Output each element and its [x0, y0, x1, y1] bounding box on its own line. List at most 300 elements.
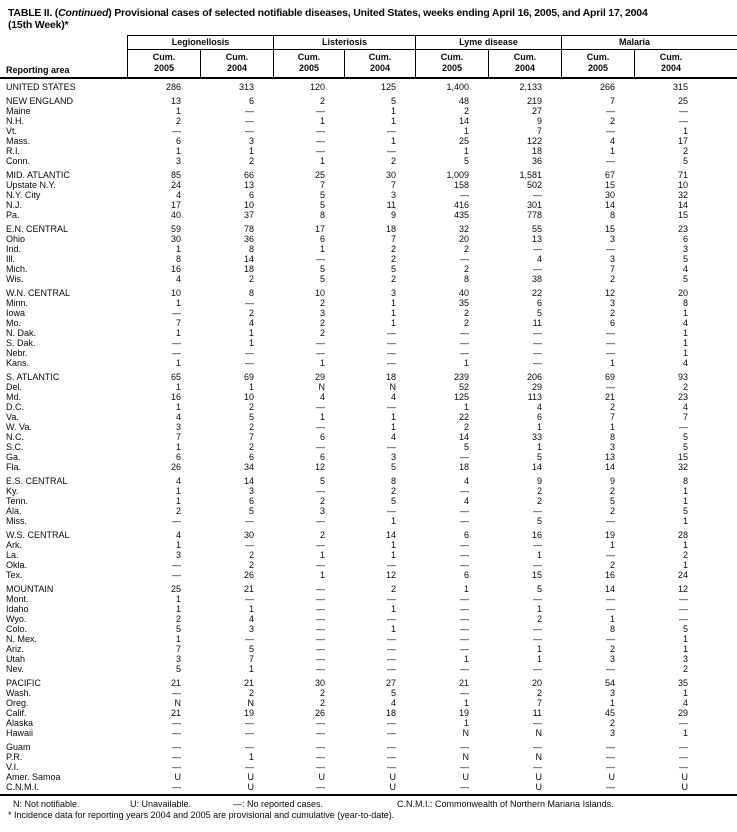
- cell-value: 2: [319, 318, 325, 328]
- cell-value: 24: [170, 180, 181, 190]
- cell-value: —: [172, 762, 181, 772]
- cell-value: U: [247, 782, 254, 792]
- region-group: [0, 742, 737, 792]
- cell-value: 266: [599, 82, 615, 92]
- cell-value: —: [460, 688, 469, 698]
- cum-label: Cum.: [368, 52, 392, 62]
- cell-value: 8: [682, 298, 688, 308]
- cell-value: —: [460, 486, 469, 496]
- legend-cnmi: C.N.M.I.: Commonwealth of Northern Mariana Islands.: [397, 799, 614, 809]
- cell-value: 30: [243, 530, 254, 540]
- cell-value: 3: [609, 254, 615, 264]
- cell-value: —: [316, 644, 325, 654]
- cell-value: 5: [536, 452, 542, 462]
- cell-value: U: [535, 772, 542, 782]
- cell-value: 11: [532, 708, 542, 718]
- row-area-label: Ariz.: [6, 644, 24, 654]
- cell-value: 13: [243, 180, 254, 190]
- row-area-label: Conn.: [6, 156, 31, 166]
- cell-value: —: [316, 422, 325, 432]
- cell-value: 21: [243, 678, 254, 688]
- cell-value: —: [533, 264, 542, 274]
- cell-value: 19: [604, 530, 615, 540]
- cum-year-row: [0, 50, 737, 79]
- reporting-area-header: Reporting area: [6, 65, 70, 75]
- cell-value: 1: [536, 422, 542, 432]
- cell-value: 1: [319, 244, 325, 254]
- cell-value: 12: [385, 570, 396, 580]
- row-area-label: UNITED STATES: [6, 82, 76, 92]
- cell-value: 1: [682, 328, 688, 338]
- cell-value: 2: [248, 422, 254, 432]
- cell-value: 18: [243, 264, 254, 274]
- table-row: [0, 634, 737, 644]
- cell-value: 17: [677, 136, 688, 146]
- cell-value: —: [172, 728, 181, 738]
- cell-value: 1: [248, 752, 254, 762]
- cell-value: —: [460, 594, 469, 604]
- cell-value: 67: [604, 170, 615, 180]
- cell-value: 5: [175, 664, 181, 674]
- cell-value: —: [387, 126, 396, 136]
- cell-value: 8: [463, 274, 469, 284]
- cell-value: —: [460, 452, 469, 462]
- cell-value: 29: [677, 708, 688, 718]
- cell-value: 2: [248, 442, 254, 452]
- cell-value: 34: [243, 462, 254, 472]
- cell-value: —: [460, 664, 469, 674]
- cell-value: 113: [527, 392, 542, 402]
- cell-value: 5: [682, 442, 688, 452]
- row-area-label: MID. ATLANTIC: [6, 170, 70, 180]
- cell-value: 4: [463, 476, 469, 486]
- cell-value: —: [387, 664, 396, 674]
- cell-value: 12: [677, 584, 688, 594]
- cum-label: Cum.: [440, 52, 464, 62]
- cell-value: 1,581: [519, 170, 542, 180]
- row-area-label: Upstate N.Y.: [6, 180, 56, 190]
- cell-value: —: [172, 782, 181, 792]
- col-header-lyme-disease-cum-2004: [488, 50, 561, 77]
- table-row: [0, 308, 737, 318]
- cell-value: —: [316, 762, 325, 772]
- cell-value: 1: [390, 516, 396, 526]
- cell-value: —: [316, 402, 325, 412]
- cell-value: —: [387, 728, 396, 738]
- table-row: [0, 462, 737, 472]
- cell-value: 20: [458, 234, 469, 244]
- cell-value: 2: [609, 718, 615, 728]
- cell-value: 1: [175, 382, 181, 392]
- cell-value: 1: [390, 106, 396, 116]
- cell-value: 35: [458, 298, 469, 308]
- cell-value: N: [462, 728, 469, 738]
- cell-value: 1: [175, 106, 181, 116]
- cell-value: —: [533, 594, 542, 604]
- cell-value: U: [681, 772, 688, 782]
- cum-label: Cum.: [586, 52, 610, 62]
- cell-value: 5: [536, 308, 542, 318]
- cell-value: 3: [682, 654, 688, 664]
- cell-value: 8: [609, 210, 615, 220]
- table-body: [0, 82, 737, 792]
- cell-value: —: [245, 358, 254, 368]
- cell-value: 5: [248, 506, 254, 516]
- cell-value: —: [316, 624, 325, 634]
- table-row: [0, 170, 737, 180]
- row-area-label: NEW ENGLAND: [6, 96, 74, 106]
- cell-value: 3: [319, 308, 325, 318]
- cell-value: U: [389, 782, 396, 792]
- cell-value: 315: [672, 82, 688, 92]
- cell-value: —: [679, 614, 688, 624]
- cell-value: —: [606, 348, 615, 358]
- cell-value: 14: [604, 584, 615, 594]
- cell-value: 10: [243, 200, 254, 210]
- cell-value: 2: [248, 308, 254, 318]
- cell-value: 32: [458, 224, 469, 234]
- cell-value: U: [174, 772, 181, 782]
- cell-value: 1: [390, 550, 396, 560]
- cell-value: 18: [531, 146, 542, 156]
- table-row: [0, 82, 737, 92]
- cell-value: —: [172, 752, 181, 762]
- cell-value: —: [387, 442, 396, 452]
- cell-value: 52: [458, 382, 469, 392]
- cell-value: —: [316, 664, 325, 674]
- cell-value: 6: [319, 432, 325, 442]
- cell-value: —: [679, 422, 688, 432]
- cell-value: 32: [677, 190, 688, 200]
- cell-value: 5: [390, 496, 396, 506]
- cell-value: 3: [248, 136, 254, 146]
- table-row: [0, 718, 737, 728]
- row-area-label: Fla.: [6, 462, 22, 472]
- cell-value: 59: [170, 224, 181, 234]
- cell-value: 2: [682, 550, 688, 560]
- table-row: [0, 234, 737, 244]
- table-row: [0, 560, 737, 570]
- cell-value: —: [460, 254, 469, 264]
- cell-value: 8: [175, 254, 181, 264]
- cell-value: —: [316, 106, 325, 116]
- cell-value: 1: [175, 594, 181, 604]
- cell-value: 1: [390, 298, 396, 308]
- table-row: [0, 506, 737, 516]
- row-area-label: V.I.: [6, 762, 19, 772]
- cell-value: 3: [175, 550, 181, 560]
- row-area-label: Kans.: [6, 358, 30, 368]
- cell-value: 1: [175, 442, 181, 452]
- cell-value: —: [460, 190, 469, 200]
- cell-value: 6: [682, 234, 688, 244]
- table-row: [0, 432, 737, 442]
- table-row: [0, 570, 737, 580]
- cell-value: —: [316, 752, 325, 762]
- cell-value: —: [460, 742, 469, 752]
- year-label: 2004: [514, 63, 536, 73]
- cell-value: —: [172, 718, 181, 728]
- cell-value: 1: [682, 516, 688, 526]
- cell-value: 10: [677, 180, 688, 190]
- row-area-label: Mo.: [6, 318, 22, 328]
- cell-value: 2: [682, 146, 688, 156]
- cell-value: —: [533, 560, 542, 570]
- cell-value: 120: [309, 82, 325, 92]
- cell-value: 7: [390, 180, 396, 190]
- table-row: [0, 274, 737, 284]
- cell-value: 11: [532, 318, 542, 328]
- cell-value: 48: [458, 96, 469, 106]
- cell-value: —: [172, 570, 181, 580]
- cell-value: —: [460, 550, 469, 560]
- cell-value: —: [460, 338, 469, 348]
- cell-value: —: [606, 516, 615, 526]
- cell-value: 2: [319, 496, 325, 506]
- cell-value: 93: [677, 372, 688, 382]
- cell-value: 5: [682, 254, 688, 264]
- cell-value: 10: [243, 392, 254, 402]
- cell-value: —: [387, 560, 396, 570]
- cell-value: 5: [682, 624, 688, 634]
- table-bottom-rule: [0, 794, 737, 796]
- cell-value: 7: [248, 432, 254, 442]
- row-area-label: Amer. Samoa: [6, 772, 61, 782]
- cell-value: 2: [319, 698, 325, 708]
- cell-value: —: [606, 106, 615, 116]
- cell-value: 14: [677, 200, 688, 210]
- cell-value: 5: [536, 516, 542, 526]
- table-row: [0, 412, 737, 422]
- cell-value: 30: [170, 234, 181, 244]
- cell-value: 158: [453, 180, 469, 190]
- cell-value: 2: [463, 308, 469, 318]
- cell-value: 2: [248, 550, 254, 560]
- col-header-listeriosis-cum-2005: [273, 50, 344, 77]
- cell-value: 14: [604, 200, 615, 210]
- cell-value: 5: [463, 442, 469, 452]
- table-row: [0, 688, 737, 698]
- cell-value: 1: [463, 402, 469, 412]
- cell-value: 9: [536, 116, 542, 126]
- row-area-label: C.N.M.I.: [6, 782, 39, 792]
- cell-value: 6: [319, 452, 325, 462]
- cell-value: —: [606, 634, 615, 644]
- cell-value: 3: [609, 688, 615, 698]
- cell-value: 1: [682, 308, 688, 318]
- cell-value: 1: [536, 604, 542, 614]
- cell-value: 11: [386, 200, 396, 210]
- cell-value: 2: [390, 486, 396, 496]
- cell-value: —: [533, 506, 542, 516]
- cell-value: —: [387, 644, 396, 654]
- cell-value: —: [460, 560, 469, 570]
- cell-value: 2: [248, 402, 254, 412]
- cell-value: 5: [609, 496, 615, 506]
- table-row: [0, 540, 737, 550]
- cell-value: N: [535, 752, 542, 762]
- cell-value: 3: [682, 244, 688, 254]
- cell-value: 9: [536, 476, 542, 486]
- cell-value: 15: [677, 452, 688, 462]
- row-area-label: E.S. CENTRAL: [6, 476, 68, 486]
- row-area-label: MOUNTAIN: [6, 584, 54, 594]
- cell-value: 10: [314, 288, 325, 298]
- cell-value: 85: [170, 170, 181, 180]
- cell-value: 2: [682, 664, 688, 674]
- table-row: [0, 452, 737, 462]
- col-header-legionellosis-cum-2004: [200, 50, 273, 77]
- cell-value: 27: [531, 106, 542, 116]
- cell-value: 4: [175, 190, 181, 200]
- cell-value: 2: [175, 506, 181, 516]
- cell-value: —: [606, 782, 615, 792]
- cum-label: Cum.: [297, 52, 321, 62]
- row-area-label: N.J.: [6, 200, 23, 210]
- cell-value: —: [245, 348, 254, 358]
- cell-value: —: [387, 358, 396, 368]
- cell-value: 14: [531, 462, 542, 472]
- cell-value: 5: [319, 274, 325, 284]
- table-title: [0, 7, 737, 31]
- table-row: [0, 318, 737, 328]
- cell-value: 7: [175, 644, 181, 654]
- cell-value: 16: [170, 392, 181, 402]
- table-row: [0, 752, 737, 762]
- cell-value: 19: [458, 708, 469, 718]
- cell-value: 4: [390, 698, 396, 708]
- cell-value: 8: [609, 624, 615, 634]
- year-label: 2004: [660, 63, 682, 73]
- cell-value: 32: [677, 462, 688, 472]
- cell-value: 65: [170, 372, 181, 382]
- cell-value: —: [606, 382, 615, 392]
- table-row: [0, 156, 737, 166]
- row-area-label: Md.: [6, 392, 22, 402]
- cell-value: U: [535, 782, 542, 792]
- cell-value: 4: [319, 392, 325, 402]
- cell-value: 1: [319, 412, 325, 422]
- cell-value: 10: [170, 288, 181, 298]
- row-area-label: Alaska: [6, 718, 34, 728]
- row-area-label: Ga.: [6, 452, 21, 462]
- col-header-legionellosis-cum-2005: [127, 50, 200, 77]
- row-area-label: P.R.: [6, 752, 23, 762]
- cell-value: 1: [682, 688, 688, 698]
- cell-value: 1: [175, 298, 181, 308]
- cell-value: —: [172, 338, 181, 348]
- row-area-label: Maine: [6, 106, 31, 116]
- table-row: [0, 116, 737, 126]
- cell-value: 6: [248, 452, 254, 462]
- cell-value: 1: [682, 560, 688, 570]
- region-group: [0, 288, 737, 368]
- cell-value: 3: [248, 624, 254, 634]
- cell-value: —: [533, 348, 542, 358]
- cell-value: N: [389, 382, 396, 392]
- cell-value: 2: [175, 614, 181, 624]
- cell-value: 5: [682, 156, 688, 166]
- cell-value: 125: [453, 392, 469, 402]
- table-row: [0, 264, 737, 274]
- cell-value: 2: [536, 614, 542, 624]
- col-header-malaria-cum-2005: [561, 50, 634, 77]
- cell-value: —: [460, 782, 469, 792]
- cell-value: —: [606, 126, 615, 136]
- table-row: [0, 244, 737, 254]
- cell-value: 25: [314, 170, 325, 180]
- row-area-label: PACIFIC: [6, 678, 41, 688]
- cell-value: 16: [604, 570, 615, 580]
- table-row: [0, 486, 737, 496]
- cell-value: —: [533, 540, 542, 550]
- cell-value: 35: [677, 678, 688, 688]
- cell-value: 7: [175, 318, 181, 328]
- cell-value: 122: [526, 136, 542, 146]
- cell-value: —: [172, 126, 181, 136]
- cell-value: 1: [175, 358, 181, 368]
- cell-value: 2: [390, 156, 396, 166]
- cell-value: 5: [319, 190, 325, 200]
- cell-value: 1: [390, 412, 396, 422]
- cell-value: 4: [390, 392, 396, 402]
- cell-value: 15: [604, 180, 615, 190]
- cell-value: 2: [463, 422, 469, 432]
- row-area-label: Wis.: [6, 274, 24, 284]
- cell-value: 2: [609, 644, 615, 654]
- cell-value: 7: [319, 180, 325, 190]
- cell-value: 2: [463, 264, 469, 274]
- cell-value: 55: [531, 224, 542, 234]
- cell-value: 14: [604, 462, 615, 472]
- table-row: [0, 190, 737, 200]
- cell-value: 1: [390, 308, 396, 318]
- cell-value: 3: [319, 506, 325, 516]
- cell-value: 1: [609, 358, 615, 368]
- cell-value: 14: [243, 254, 254, 264]
- cell-value: 1: [175, 540, 181, 550]
- cell-value: 20: [531, 678, 542, 688]
- cell-value: 7: [609, 412, 615, 422]
- cell-value: —: [245, 728, 254, 738]
- cell-value: 2: [319, 96, 325, 106]
- col-header-lyme-disease-cum-2005: [415, 50, 488, 77]
- cell-value: —: [533, 358, 542, 368]
- cell-value: 28: [677, 530, 688, 540]
- region-group: [0, 584, 737, 674]
- cell-value: 9: [609, 476, 615, 486]
- table-row: [0, 96, 737, 106]
- cell-value: —: [316, 782, 325, 792]
- cell-value: 1,400: [446, 82, 469, 92]
- cell-value: —: [533, 328, 542, 338]
- row-area-label: N.Y. City: [6, 190, 41, 200]
- row-area-label: Ind.: [6, 244, 22, 254]
- cell-value: —: [387, 594, 396, 604]
- cell-value: 1: [682, 644, 688, 654]
- cell-value: 2: [390, 244, 396, 254]
- year-label: 2005: [441, 63, 463, 73]
- cell-value: 1: [175, 244, 181, 254]
- cell-value: 2: [319, 328, 325, 338]
- row-area-label: Pa.: [6, 210, 20, 220]
- row-area-label: Del.: [6, 382, 23, 392]
- cell-value: 1: [248, 146, 254, 156]
- cell-value: —: [606, 328, 615, 338]
- cell-value: 3: [609, 234, 615, 244]
- cell-value: 5: [682, 432, 688, 442]
- cell-value: —: [245, 540, 254, 550]
